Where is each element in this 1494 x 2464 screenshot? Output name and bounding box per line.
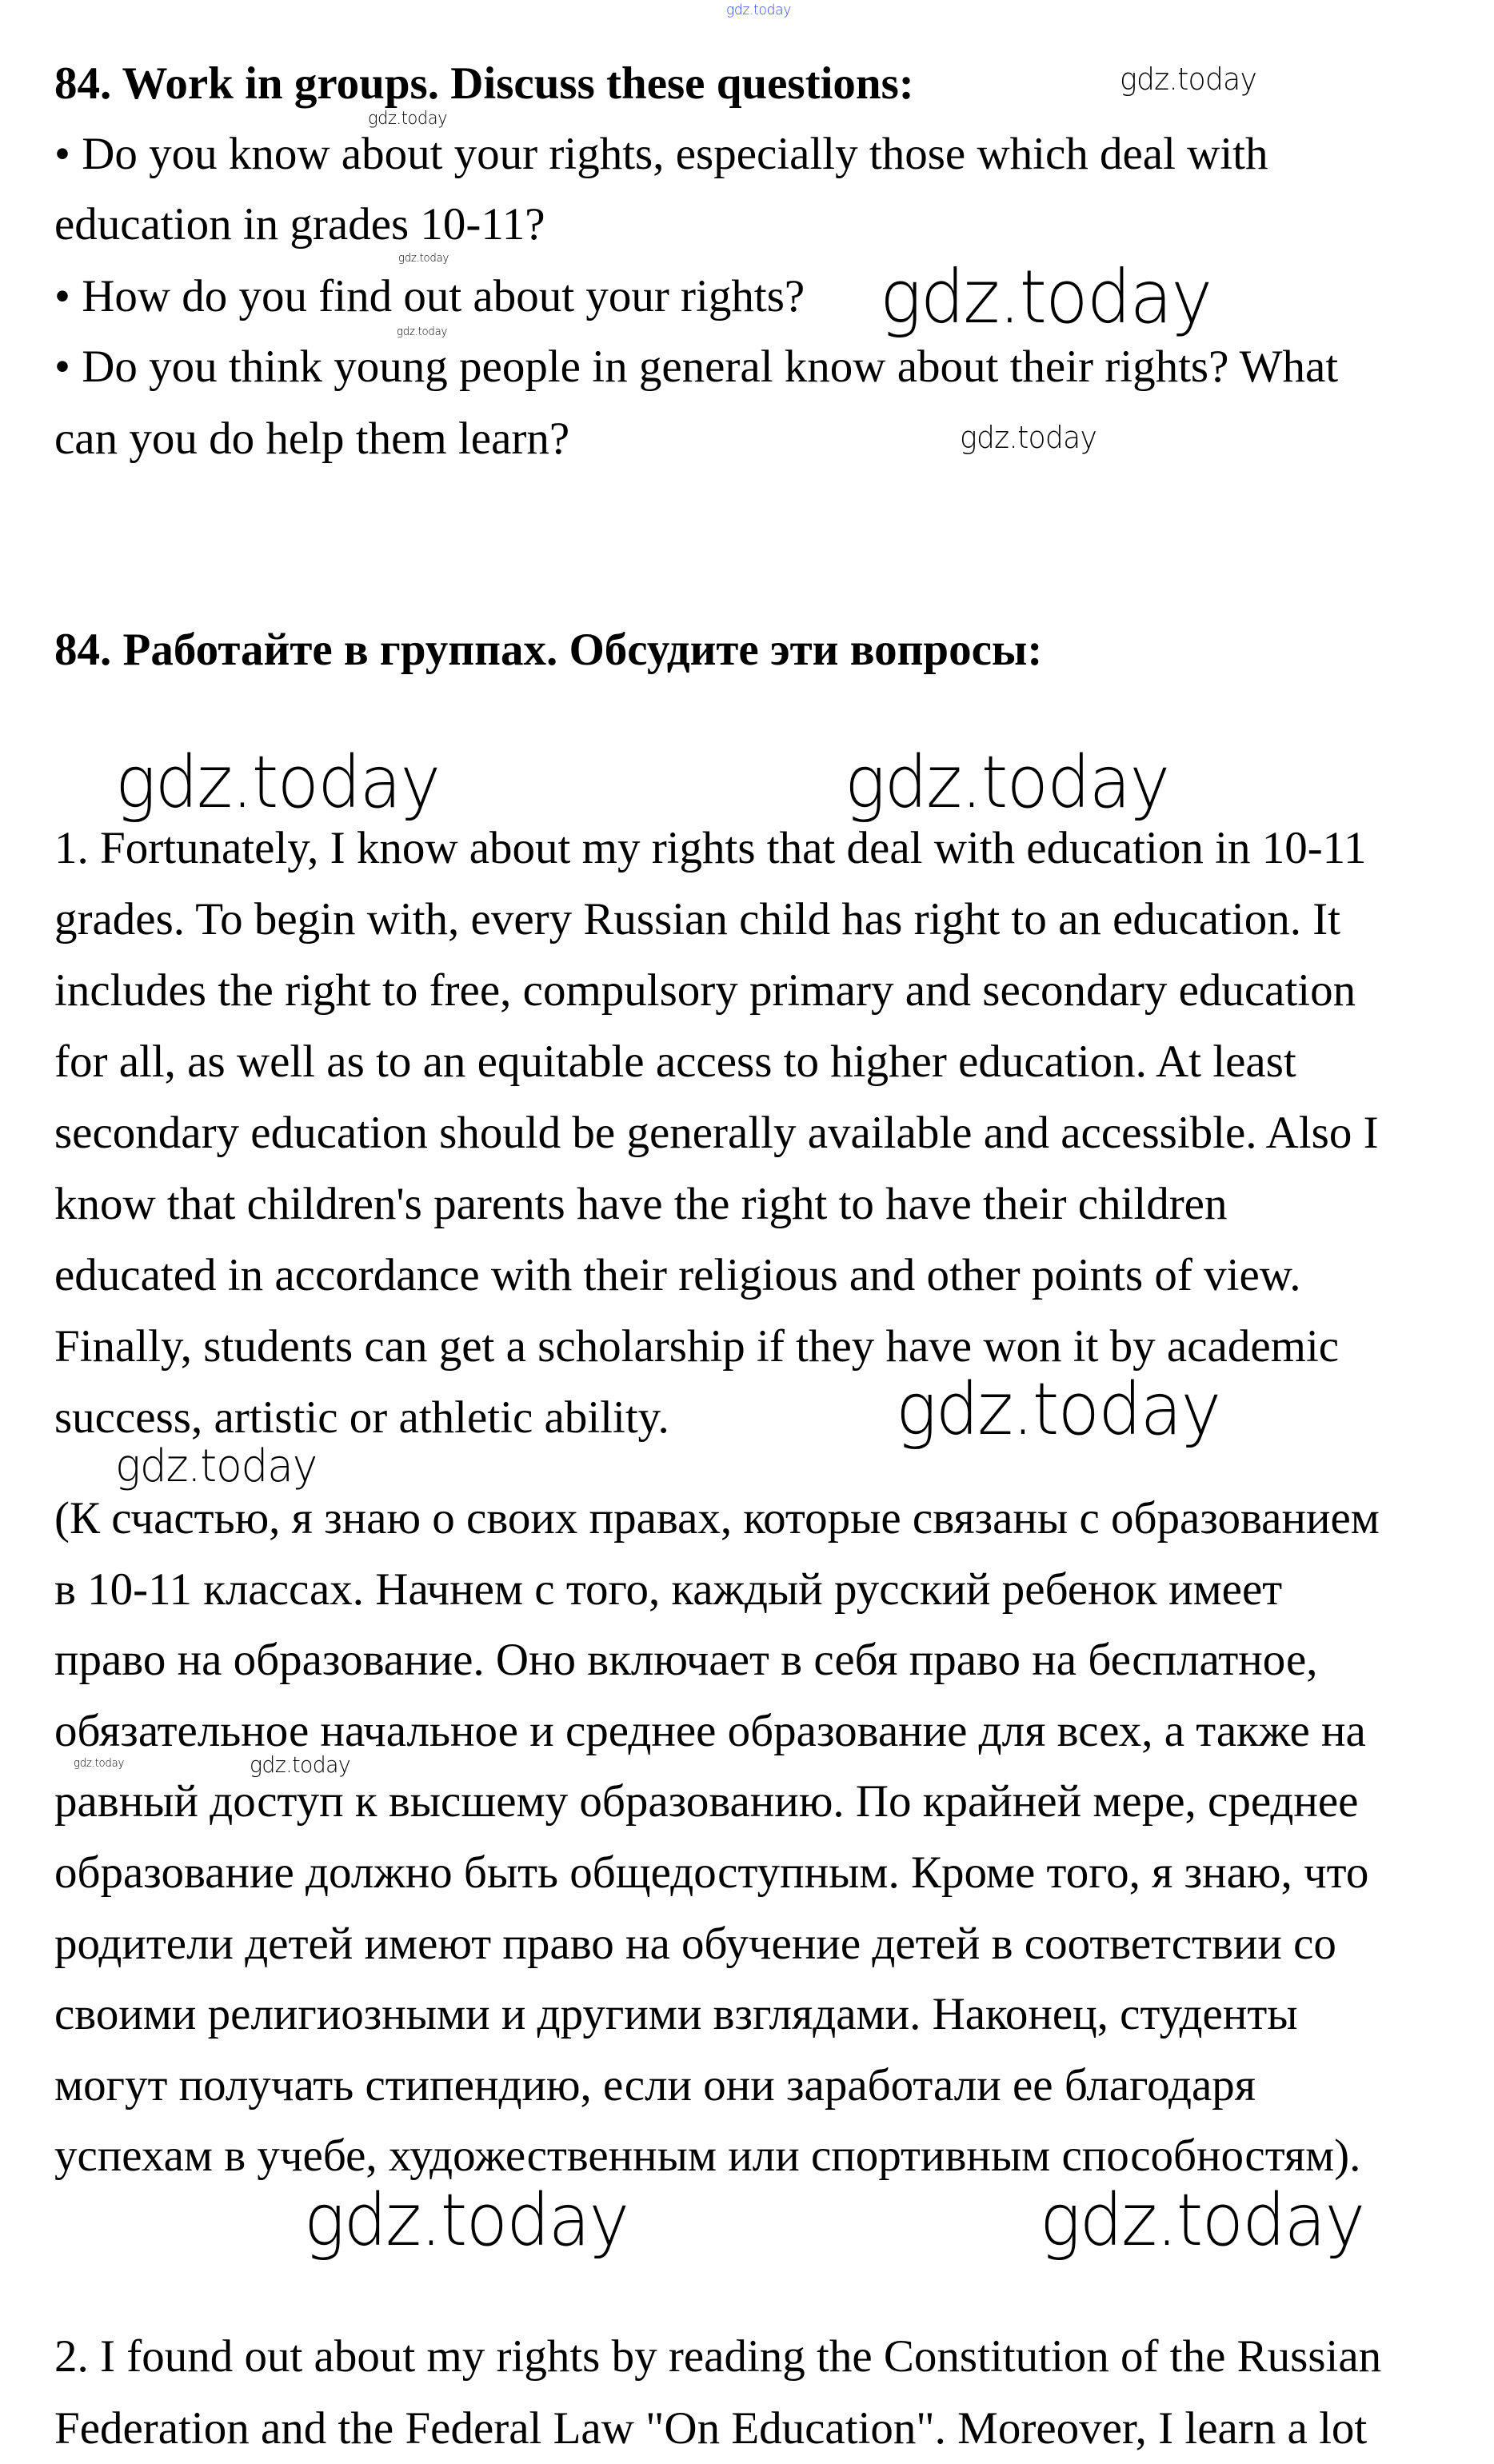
watermark: gdz.today: [115, 1440, 318, 1492]
watermark: gdz.today: [368, 109, 448, 129]
task-title-ru: 84. Работайте в группах. Обсудите эти вопросы:: [54, 625, 1043, 675]
answer-line: educated in accordance with their religious and other points of view.: [54, 1250, 1301, 1300]
watermark: gdz.today: [304, 2178, 629, 2262]
translation-line: равный доступ к высшему образованию. По крайней мере, среднее: [54, 1776, 1359, 1827]
watermark: gdz.today: [726, 2, 792, 18]
answer-line: success, artistic or athletic ability.: [54, 1392, 669, 1443]
translation-line: могут получать стипендию, если они заработали ее благодаря: [54, 2059, 1256, 2111]
question-line: education in grades 10-11?: [54, 199, 545, 250]
translation-line: (К счастью, я знаю о своих правах, которые связаны с образованием: [54, 1493, 1380, 1543]
translation-line: обязательное начальное и среднее образование для всех, а также на: [54, 1705, 1366, 1756]
answer-line: 2. I found out about my rights by reading the Constitution of the Russian: [54, 2331, 1382, 2382]
translation-line: образование должно быть общедоступным. Кроме того, я знаю, что: [54, 1847, 1369, 1898]
watermark: gdz.today: [845, 741, 1169, 825]
watermark: gdz.today: [115, 741, 440, 825]
translation-line: в 10-11 классах. Начнем с того, каждый русский ребенок имеет: [54, 1563, 1283, 1615]
answer-line: 1. Fortunately, I know about my rights that deal with education in 10-11: [54, 823, 1367, 873]
watermark: gdz.today: [250, 1751, 351, 1778]
watermark: gdz.today: [74, 1757, 125, 1770]
watermark: gdz.today: [1040, 2178, 1364, 2262]
answer-line: know that children's parents have the right to have their children: [54, 1179, 1228, 1229]
watermark: gdz.today: [880, 254, 1212, 340]
answer-line: secondary education should be generally available and accessible. Also I: [54, 1108, 1379, 1158]
question-line: can you do help them learn?: [54, 413, 570, 464]
answer-line: Federation and the Federal Law "On Education". Moreover, I learn a lot: [54, 2403, 1368, 2454]
answer-line: for all, as well as to an equitable access to higher education. At least: [54, 1036, 1296, 1087]
question-line: • How do you find out about your rights?: [54, 271, 805, 321]
answer-line: includes the right to free, compulsory primary and secondary education: [54, 965, 1356, 1016]
watermark: gdz.today: [397, 325, 448, 338]
answer-line: grades. To begin with, every Russian child has right to an education. It: [54, 894, 1341, 944]
translation-line: право на образование. Оно включает в себя право на бесплатное,: [54, 1635, 1318, 1686]
translation-line: своими религиозными и другими взглядами. Наконец, студенты: [54, 1989, 1298, 2040]
question-line: • Do you know about your rights, especially those which deal with: [54, 129, 1268, 179]
translation-line: успехам в учебе, художественным или спортивным способностям).: [54, 2131, 1361, 2182]
translation-line: родители детей имеют право на обучение детей в соответствии со: [54, 1918, 1336, 1969]
watermark: gdz.today: [896, 1368, 1220, 1452]
question-line: • Do you think young people in general know about their rights? What: [54, 341, 1339, 392]
task-title: 84. Work in groups. Discuss these questions:: [54, 58, 914, 109]
watermark: gdz.today: [398, 252, 449, 265]
watermark: gdz.today: [960, 420, 1097, 455]
watermark: gdz.today: [1120, 62, 1257, 97]
answer-line: Finally, students can get a scholarship if they have won it by academic: [54, 1321, 1340, 1372]
